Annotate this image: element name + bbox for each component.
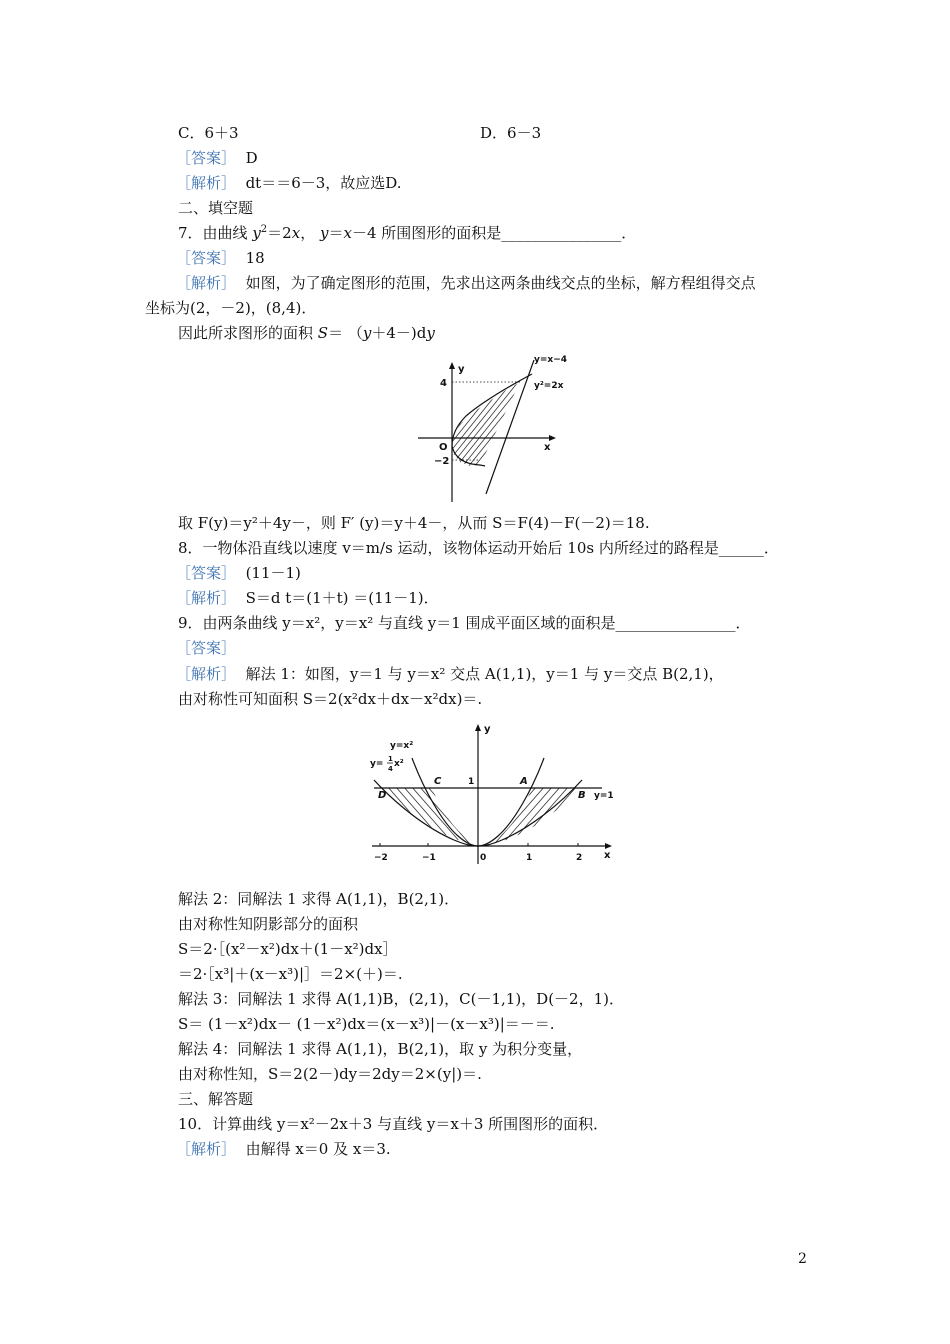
fig2-quarter-prefix: y=	[370, 759, 384, 769]
page-number: 2	[798, 1251, 807, 1267]
fig2-frac-num: 1	[388, 755, 393, 763]
q7-analysis-line1: ［解析］ 如图，为了确定图形的范围，先求出这两条曲线交点的坐标，解方程组得交点	[176, 274, 756, 292]
fig2-pt-b: B	[578, 790, 586, 801]
answer-tag: ［答案］	[176, 564, 237, 582]
fig1-tick-neg2: −2	[434, 456, 450, 467]
option-d: D．6－3	[480, 124, 542, 142]
q8-answer-line	[176, 563, 301, 583]
q9-method2-line1: 解法 2：同解法 1 求得 A(1,1)，B(2,1)．	[178, 890, 460, 908]
fig2-frac-den: 4	[388, 765, 393, 773]
q9-method1-line1: ［解析］ 解法 1：如图，y＝1 与 y＝x² 交点 A(1,1)，y＝1 与 y＝交点 B(2,1)，	[176, 665, 724, 683]
section-fill-in: 二、填空题	[178, 199, 254, 217]
analysis-tag: ［解析］	[176, 589, 237, 607]
q9-answer-line	[176, 638, 236, 658]
q8-stem: 8．一物体沿直线以速度 v＝m/s 运动，该物体运动开始后 10s 内所经过的路程是______．	[178, 539, 779, 557]
fig2-tick-2: 2	[576, 853, 583, 863]
q8-answer: (11－1)	[245, 564, 301, 582]
option-c: C．6＋3	[178, 124, 239, 142]
q6-answer: D	[245, 149, 258, 167]
q6-analysis-line	[176, 173, 402, 193]
q7-answer-line	[176, 248, 265, 268]
q7-stem: 7．由曲线 $y^2=2x$， y＝x－4 所围图形的面积是________________．	[178, 224, 637, 242]
fig1-line-label: y=x−4	[534, 355, 568, 365]
q9-stem: 9．由两条曲线 y＝x²，y＝x² 与直线 y＝1 围成平面区域的面积是________________．	[178, 614, 751, 632]
q9-method1-line2: 由对称性可知面积 S＝2(x²dx＋dx－x²dx)＝.	[178, 690, 483, 708]
fig2-line-label: y=1	[594, 791, 614, 801]
fig2-y-label: y	[484, 724, 491, 735]
q10-analysis: 由解得 x＝0 及 x＝3.	[245, 1140, 391, 1158]
q6-answer-line	[176, 148, 258, 168]
q10-analysis-line	[176, 1139, 391, 1159]
analysis-tag: ［解析］	[176, 274, 237, 292]
fig1-y-label: y	[458, 364, 465, 375]
answer-tag: ［答案］	[176, 249, 237, 267]
fig2-pt-d: D	[378, 790, 387, 801]
q9-method2-line4: ＝2·［x³|＋(x－x³)|］＝2×(＋)＝.	[178, 965, 403, 983]
figure-parabola-line	[410, 352, 590, 504]
fig2-x-label: x	[604, 850, 611, 861]
answer-tag: ［答案］	[176, 639, 237, 657]
q7-answer: 18	[245, 249, 265, 267]
fig2-pt-a: A	[520, 776, 528, 787]
fig2-quarter-x2: x²	[394, 759, 404, 769]
fig2-tick-neg1: −1	[422, 853, 436, 863]
q9-method2-line2: 由对称性知阴影部分的面积	[178, 915, 359, 933]
fig2-pt-c: C	[434, 776, 442, 787]
fig1-x-label: x	[544, 442, 551, 453]
analysis-tag: ［解析］	[176, 1140, 237, 1158]
q9-method3-line1: 解法 3：同解法 1 求得 A(1,1)B，(2,1)，C(－1,1)，D(－2，1)．	[178, 990, 624, 1008]
fig2-tick-neg2: −2	[374, 853, 388, 863]
fig2-sq-label: y=x²	[390, 741, 414, 751]
figure-two-parabolas	[362, 718, 624, 868]
q7-analysis-line3: 因此所求图形的面积 S＝ （y＋4－)dy	[178, 324, 435, 342]
q9-method3-line2: S＝ (1－x²)dx－ (1－x²)dx＝(x－x³)|－(x－x³)|＝－＝.	[178, 1015, 555, 1033]
q9-method2-line3: S＝2·［(x²－x²)dx＋(1－x²)dx］	[178, 940, 398, 958]
analysis-tag: ［解析］	[176, 665, 237, 683]
fig1-curve-label: y²=2x	[534, 381, 564, 391]
fig2-tick-1: 1	[526, 853, 533, 863]
analysis-tag: ［解析］	[176, 174, 237, 192]
fig1-origin: O	[439, 442, 448, 453]
q9-method4-line2: 由对称性知，S＝2(2－)dy＝2dy＝2×(y|)＝.	[178, 1065, 482, 1083]
fig2-tick-0: 0	[480, 853, 487, 863]
q7-analysis-line2: 坐标为(2，－2)，(8,4)．	[145, 299, 317, 317]
fig2-tick-y1: 1	[468, 777, 475, 787]
fig1-tick-4: 4	[440, 378, 447, 389]
q8-analysis: S＝d t＝(1＋t) ＝(11－1)．	[245, 589, 439, 607]
q10-stem: 10．计算曲线 y＝x²－2x＋3 与直线 y＝x＋3 所围图形的面积．	[178, 1115, 609, 1133]
q6-analysis: dt＝＝6－3，故应选D.	[245, 174, 402, 192]
answer-tag: ［答案］	[176, 149, 237, 167]
q7-conclusion: 取 F(y)＝y²＋4y－，则 F′ (y)＝y＋4－，从而 S＝F(4)－F(－2)＝18.	[178, 514, 650, 532]
section-answers: 三、解答题	[178, 1090, 254, 1108]
q9-method4-line1: 解法 4：同解法 1 求得 A(1,1)，B(2,1)，取 y 为积分变量，	[178, 1040, 583, 1058]
q8-analysis-line	[176, 588, 439, 608]
